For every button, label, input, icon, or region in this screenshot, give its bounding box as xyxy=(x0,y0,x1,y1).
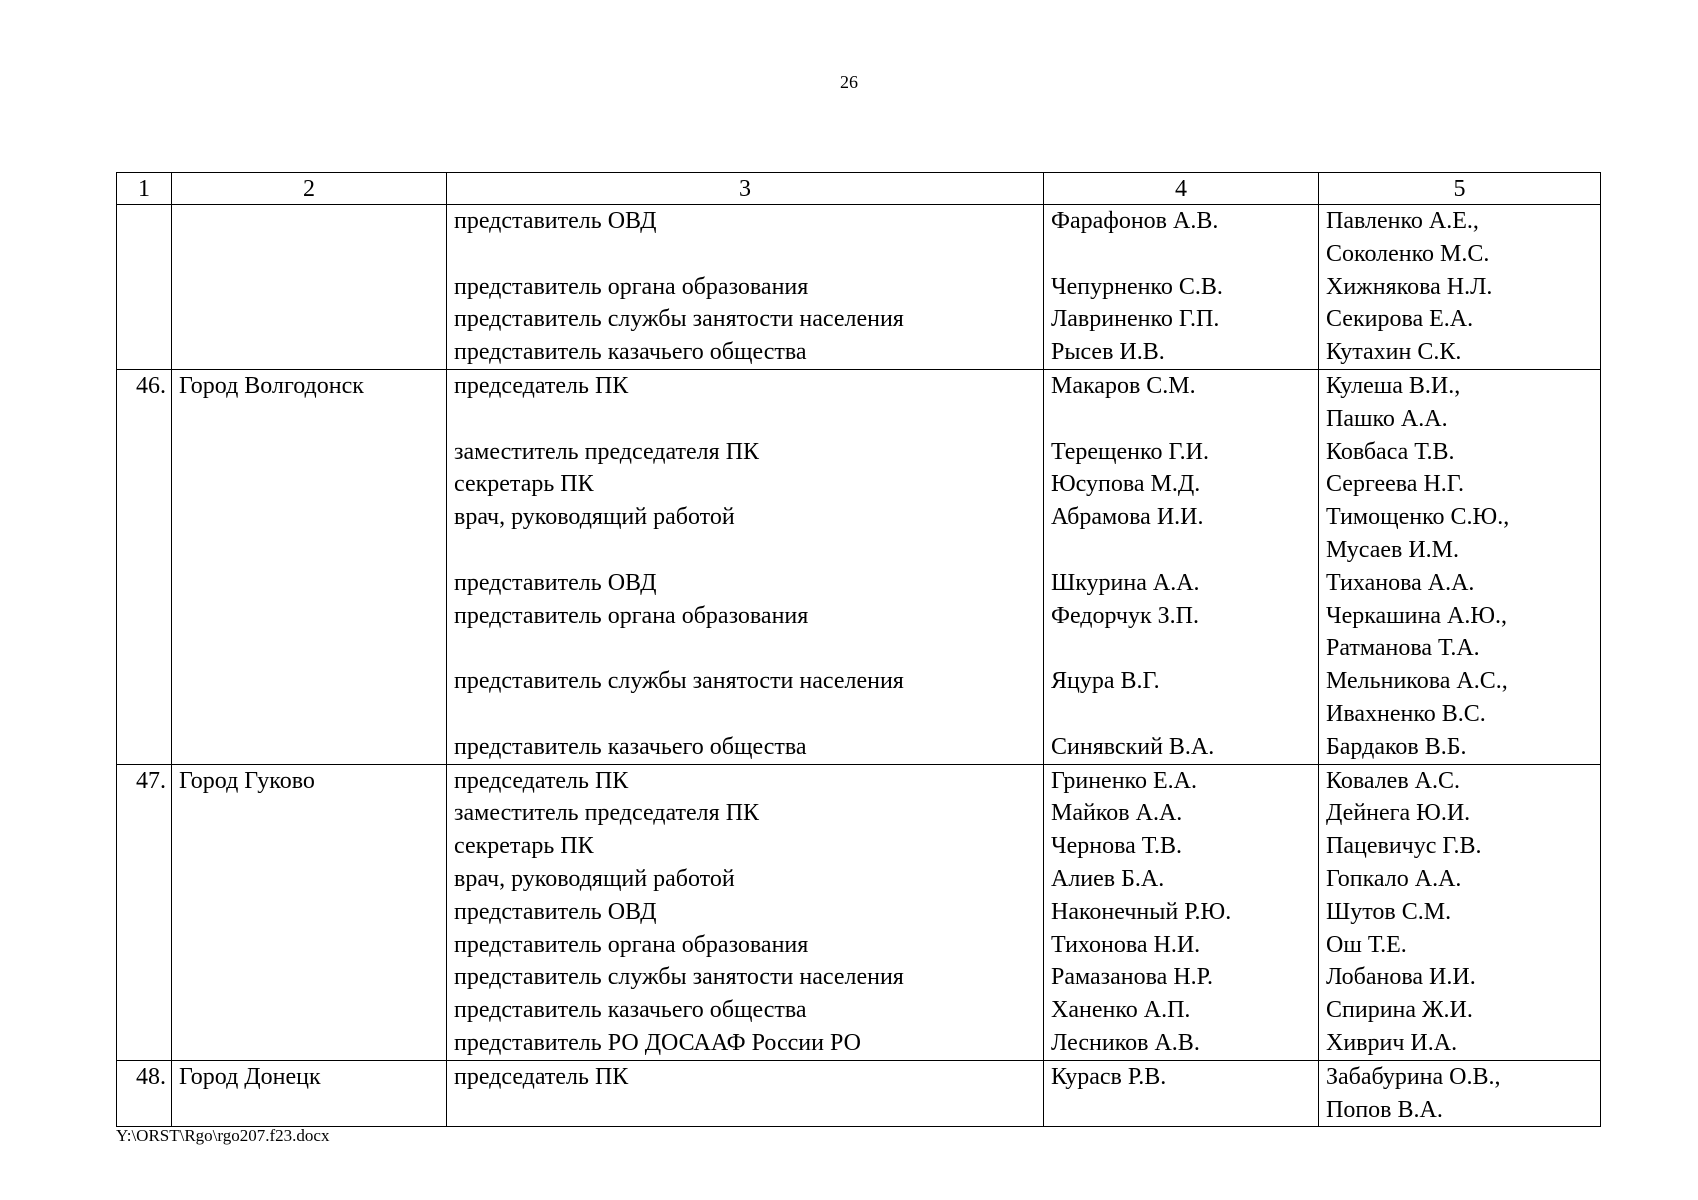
reserve-name: Соколенко М.С. xyxy=(1326,240,1490,267)
municipality-name xyxy=(179,205,439,238)
role-text: представитель органа образования xyxy=(454,602,809,629)
reserve-name: Лобанова И.И. xyxy=(1326,964,1476,991)
role-text xyxy=(454,238,1036,271)
role-text xyxy=(454,534,1036,567)
member-name: Фарафонов А.В. xyxy=(1051,208,1219,234)
reserve-cell xyxy=(1319,764,1601,1060)
member-name: Рамазанова Н.Р. xyxy=(1051,964,1213,991)
municipality-name: Город Донецк xyxy=(179,1063,321,1090)
member-name: Алиев Б.А. xyxy=(1051,865,1165,892)
reserve-name: Пашко А.А. xyxy=(1326,405,1448,432)
role-text: представитель казачьего общества xyxy=(454,733,807,760)
member-name: Гриненко Е.А. xyxy=(1051,767,1197,794)
table-row xyxy=(117,1060,1601,1127)
reserve-name: Гопкало А.А. xyxy=(1326,865,1462,892)
role-text xyxy=(454,698,1036,731)
row-number-text: 48. xyxy=(136,1063,166,1090)
reserve-name: Кутахин С.К. xyxy=(1326,339,1462,366)
reserve-name: Секирова Е.А. xyxy=(1326,306,1474,333)
municipality-name: Город Волгодонск xyxy=(179,372,364,399)
reserve-name: Кулеша В.И., xyxy=(1326,372,1461,399)
column-header-2: 2 xyxy=(172,173,447,205)
member-name: Наконечный Р.Ю. xyxy=(1051,898,1232,925)
reserve-name: Пацевичус Г.В. xyxy=(1326,833,1482,860)
reserve-name: Ивахненко В.С. xyxy=(1326,700,1486,727)
column-header-1: 1 xyxy=(117,173,172,205)
reserve-name: Забабурина О.В., xyxy=(1326,1063,1501,1090)
role-text xyxy=(454,403,1036,436)
role-text: заместитель председателя ПК xyxy=(454,438,760,465)
member-name: Шкурина А.А. xyxy=(1051,569,1200,596)
role-text: представитель службы занятости населения xyxy=(454,964,904,991)
page-number: 26 xyxy=(840,72,858,92)
member-cell xyxy=(1044,369,1319,764)
municipality-name: Город Гуково xyxy=(179,767,315,794)
member-name: Чепурненко С.В. xyxy=(1051,273,1223,300)
role-text: представитель органа образования xyxy=(454,273,809,300)
reserve-name: Черкашина А.Ю., xyxy=(1326,602,1508,629)
table-row xyxy=(117,369,1601,764)
municipality-cell xyxy=(172,764,447,1060)
member-cell xyxy=(1044,764,1319,1060)
role-text: представитель органа образования xyxy=(454,931,809,958)
role-text xyxy=(454,1094,1036,1127)
role-text: председатель ПК xyxy=(454,1063,629,1090)
member-name: Майков А.А. xyxy=(1051,800,1183,827)
member-name xyxy=(1051,698,1311,731)
role-cell xyxy=(447,764,1044,1060)
role-text: представитель службы занятости населения xyxy=(454,306,904,333)
member-name: Юсупова М.Д. xyxy=(1051,471,1201,498)
member-cell xyxy=(1044,205,1319,370)
reserve-name: Попов В.А. xyxy=(1326,1096,1443,1123)
reserve-name: Спирина Ж.И. xyxy=(1326,997,1473,1024)
member-name: Лесников А.В. xyxy=(1051,1029,1200,1056)
reserve-name: Ош Т.Е. xyxy=(1326,931,1407,958)
role-cell xyxy=(447,1060,1044,1127)
reserve-cell xyxy=(1319,1060,1601,1127)
role-text: врач, руководящий работой xyxy=(454,504,735,531)
reserve-name: Бардаков В.Б. xyxy=(1326,733,1467,760)
column-header-5: 5 xyxy=(1319,173,1601,205)
row-number xyxy=(117,1060,172,1127)
member-name: Синявский В.А. xyxy=(1051,733,1215,760)
role-text: представитель службы занятости населения xyxy=(454,668,904,695)
member-name xyxy=(1051,238,1311,271)
role-text: представитель ОВД xyxy=(454,898,657,925)
table-row xyxy=(117,205,1601,370)
column-header-3: 3 xyxy=(447,173,1044,205)
reserve-name: Хиврич И.А. xyxy=(1326,1029,1458,1056)
role-text: председатель ПК xyxy=(454,767,629,794)
member-name: Федорчук З.П. xyxy=(1051,602,1199,629)
reserve-name: Тиханова А.А. xyxy=(1326,569,1475,596)
reserve-name: Ковалев А.С. xyxy=(1326,767,1460,794)
member-cell xyxy=(1044,1060,1319,1127)
municipality-cell xyxy=(172,1060,447,1127)
commission-table xyxy=(116,172,1601,1127)
role-text: представитель ОВД xyxy=(454,569,657,596)
municipality-cell xyxy=(172,205,447,370)
member-name: Терещенко Г.И. xyxy=(1051,438,1209,465)
member-name xyxy=(1051,1094,1311,1127)
footer-file-path: Y:\ORST\Rgo\rgo207.f23.docx xyxy=(116,1126,330,1145)
member-name: Макаров С.М. xyxy=(1051,372,1196,399)
role-text xyxy=(454,632,1036,665)
reserve-name: Шутов С.М. xyxy=(1326,898,1452,925)
member-name: Тихонова Н.И. xyxy=(1051,931,1201,958)
reserve-name: Хижнякова Н.Л. xyxy=(1326,273,1493,300)
member-name xyxy=(1051,403,1311,436)
row-number-text: 46. xyxy=(136,372,166,399)
role-text: председатель ПК xyxy=(454,372,629,399)
member-name: Яцура В.Г. xyxy=(1051,668,1160,695)
row-number-text xyxy=(117,205,166,238)
table-header-row xyxy=(117,173,1601,205)
member-name: Чернова Т.В. xyxy=(1051,833,1183,860)
role-cell xyxy=(447,369,1044,764)
table-row xyxy=(117,764,1601,1060)
reserve-name: Тимощенко С.Ю., xyxy=(1326,504,1510,531)
row-number xyxy=(117,369,172,764)
reserve-name: Ратманова Т.А. xyxy=(1326,635,1480,662)
row-number-text: 47. xyxy=(136,767,166,794)
role-text: представитель казачьего общества xyxy=(454,997,807,1024)
role-text: секретарь ПК xyxy=(454,833,594,860)
table-body xyxy=(117,205,1601,1127)
role-text: секретарь ПК xyxy=(454,471,594,498)
member-name: Курасв Р.В. xyxy=(1051,1063,1167,1090)
reserve-name: Мусаев И.М. xyxy=(1326,536,1459,563)
member-name: Абрамова И.И. xyxy=(1051,504,1204,531)
reserve-name: Павленко А.Е., xyxy=(1326,208,1479,234)
reserve-cell xyxy=(1319,369,1601,764)
member-name: Ханенко А.П. xyxy=(1051,997,1191,1024)
municipality-cell xyxy=(172,369,447,764)
reserve-cell xyxy=(1319,205,1601,370)
row-number xyxy=(117,764,172,1060)
role-text: представитель ОВД xyxy=(454,208,657,234)
role-text: представитель казачьего общества xyxy=(454,339,807,366)
reserve-name: Дейнега Ю.И. xyxy=(1326,800,1471,827)
role-cell xyxy=(447,205,1044,370)
role-text: врач, руководящий работой xyxy=(454,865,735,892)
row-number xyxy=(117,205,172,370)
reserve-name: Ковбаса Т.В. xyxy=(1326,438,1455,465)
reserve-name: Мельникова А.С., xyxy=(1326,668,1508,695)
reserve-name: Сергеева Н.Г. xyxy=(1326,471,1464,498)
role-text: представитель РО ДОСААФ России РО xyxy=(454,1029,861,1056)
member-name: Лавриненко Г.П. xyxy=(1051,306,1220,333)
member-name: Рысев И.В. xyxy=(1051,339,1165,366)
member-name xyxy=(1051,534,1311,567)
column-header-4: 4 xyxy=(1044,173,1319,205)
member-name xyxy=(1051,632,1311,665)
role-text: заместитель председателя ПК xyxy=(454,800,760,827)
